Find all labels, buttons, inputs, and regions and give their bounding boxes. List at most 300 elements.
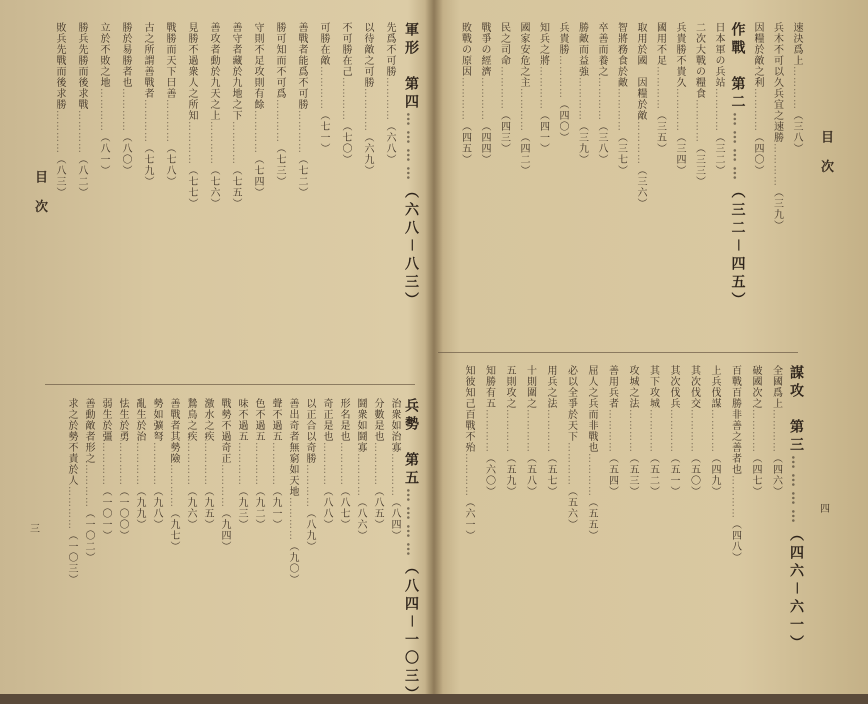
toc-page-number: （一〇〇） xyxy=(117,486,128,541)
toc-entry xyxy=(141,22,153,372)
leader-dots: ………… xyxy=(654,66,666,110)
toc-entry-text: 激水之疾 xyxy=(202,398,213,442)
leader-dots: ………… xyxy=(693,99,705,143)
left-page xyxy=(0,0,430,704)
toc-entry-text: 兵勢 第五 xyxy=(403,398,419,488)
toc-entry xyxy=(576,22,588,340)
toc-entry xyxy=(634,22,646,340)
chapter-heading xyxy=(729,22,746,340)
toc-page-number: （七四） xyxy=(252,154,263,198)
leader-dots: ………… xyxy=(791,66,802,110)
toc-entry-text: 見勝不過衆人之所知 xyxy=(186,22,197,121)
toc-entry-text: 戰爭の經濟 xyxy=(479,22,490,77)
toc-entry xyxy=(337,398,349,668)
toc-entry-text: 知彼知己百戰不殆 xyxy=(463,365,474,453)
toc-entry-text: 治衆如治寡 xyxy=(389,398,400,453)
toc-entry xyxy=(273,22,285,372)
leader-dots: ………… xyxy=(459,77,471,121)
toc-entry xyxy=(295,22,307,372)
toc-entry xyxy=(303,398,315,668)
toc-entry xyxy=(517,22,529,340)
left-page-title: 目 次 xyxy=(32,170,47,219)
chapter-heading xyxy=(403,398,419,704)
toc-entry-text: 其次伐兵 xyxy=(668,365,679,409)
toc-entry-text: 軍形 第四 xyxy=(403,22,419,112)
toc-entry xyxy=(595,22,607,340)
toc-entry-text: 形名是也 xyxy=(338,398,349,442)
right-page xyxy=(438,0,868,694)
toc-page-number: （四一） xyxy=(537,110,549,154)
toc-entry xyxy=(503,365,515,670)
toc-entry-text: 全國爲上 xyxy=(770,365,782,409)
leader-dots: ………… xyxy=(253,442,264,486)
leader-dots: ………… xyxy=(545,409,556,453)
toc-entry xyxy=(163,22,175,372)
toc-entry xyxy=(729,365,741,670)
toc-entry xyxy=(252,398,264,668)
leader-dots: ………… xyxy=(287,497,298,541)
leader-dots: ………… xyxy=(709,409,720,453)
toc-entry-text: 可勝在敵 xyxy=(318,22,329,66)
toc-entry-text: 色不過五 xyxy=(253,398,264,442)
toc-page-number: （三九） xyxy=(576,121,588,165)
toc-page-number: （九〇） xyxy=(287,541,298,585)
toc-page-number: （四五） xyxy=(459,121,471,165)
toc-entry xyxy=(749,365,761,670)
toc-entry xyxy=(459,22,471,340)
toc-entry-text: 亂生於治 xyxy=(134,398,145,442)
toc-entry xyxy=(97,22,109,372)
toc-entry xyxy=(229,22,241,372)
toc-page-number: （五七） xyxy=(545,453,556,497)
toc-page-number: （五八） xyxy=(524,453,536,497)
toc-entry-text: 十則圍之 xyxy=(524,365,536,409)
toc-entry xyxy=(361,22,373,372)
leader-dots: ………… xyxy=(100,442,111,486)
leader-dots: ………… xyxy=(208,121,219,165)
leader-dots: ………… xyxy=(498,66,510,110)
toc-entry-text: 善攻者動於九天之上 xyxy=(208,22,219,121)
toc-page-number: （八八） xyxy=(321,486,332,530)
toc-entry-text: 勝敵而益強 xyxy=(576,22,588,77)
leader-dots: ………… xyxy=(98,88,109,132)
leader-dots: ………… xyxy=(647,409,659,453)
toc-entry-text: 智將務食於敵 xyxy=(615,22,627,88)
leader-dots: ………… xyxy=(296,110,307,154)
toc-entry-text: 上兵伐謀 xyxy=(709,365,720,409)
toc-entry-text: 先爲不可勝 xyxy=(384,22,395,77)
leader-dots: ………… xyxy=(372,442,383,486)
leader-dots: ………… xyxy=(463,453,474,497)
toc-entry xyxy=(383,22,395,372)
toc-entry-text: 其下攻城 xyxy=(647,365,659,409)
toc-page-number: （七六） xyxy=(208,165,219,209)
toc-entry-text: 知勝有五 xyxy=(483,365,495,409)
toc-entry-text: 戰勝而天下曰善 xyxy=(164,22,175,99)
toc-page-number: （八二） xyxy=(76,154,87,198)
toc-page-number: （八一） xyxy=(98,132,109,176)
chapter-heading xyxy=(405,22,417,372)
toc-entry-text: 不可勝在己 xyxy=(340,22,351,77)
leader-dots: ………… xyxy=(186,121,197,165)
toc-page-number: （三三） xyxy=(693,143,705,187)
toc-entry-text: 破國次之 xyxy=(750,365,761,409)
toc-page-number: （七三） xyxy=(274,143,285,187)
toc-entry xyxy=(65,398,77,668)
toc-entry-text: 味不過五 xyxy=(236,398,247,442)
leader-dots: ………… xyxy=(504,409,515,453)
leader-dots: ………… xyxy=(338,442,349,486)
toc-entry-text: 勝兵先勝而後求戰 xyxy=(76,22,87,110)
right-page-number: 四 xyxy=(820,504,830,515)
toc-entry-text: 敗戰の原因 xyxy=(459,22,471,77)
leader-dots: ………… xyxy=(54,110,65,154)
leader-dots: ………… xyxy=(537,66,549,110)
toc-entry xyxy=(606,365,618,670)
toc-entry-text: 速決爲上 xyxy=(791,22,802,66)
toc-entry xyxy=(320,398,332,668)
leader-dots: ………… xyxy=(83,464,94,508)
leader-dots: ………… xyxy=(635,121,646,165)
toc-page-number: （七七） xyxy=(186,165,197,209)
toc-page-number: （四四） xyxy=(479,121,490,165)
toc-entry xyxy=(388,398,400,668)
toc-entry xyxy=(82,398,94,668)
toc-page-number: （八七） xyxy=(338,486,349,530)
toc-page-number: （七八） xyxy=(164,143,175,187)
right-page-divider xyxy=(438,352,798,353)
toc-entry-text: 敗兵先戰而後求勝 xyxy=(54,22,65,110)
toc-entry xyxy=(712,22,724,340)
toc-page-number: （三五） xyxy=(654,110,666,154)
leader-dots: ………… xyxy=(750,409,761,453)
toc-page-number: （一〇一） xyxy=(100,486,111,541)
leader-dots: ………… xyxy=(304,464,315,508)
toc-entry xyxy=(185,22,197,372)
toc-page-number: （八四－一〇三） xyxy=(403,560,419,704)
leader-dots: ………… xyxy=(565,442,577,486)
toc-entry-text: 必以全爭於天下 xyxy=(565,365,577,442)
toc-entry-text: 善守者藏於九地之下 xyxy=(230,22,241,121)
toc-page-number: （四二） xyxy=(518,132,529,176)
toc-entry-text: 兵木不可以久兵宜之速勝 xyxy=(771,22,783,143)
toc-entry xyxy=(75,22,87,372)
leader-dots: ………… xyxy=(668,409,679,453)
leader-dots: ………… xyxy=(403,112,419,184)
toc-page-number: （九八） xyxy=(151,486,162,530)
leader-dots: ………… xyxy=(384,77,395,121)
toc-entry-text: 怯生於勇 xyxy=(117,398,128,442)
toc-entry xyxy=(771,22,783,340)
toc-page-number: （六八） xyxy=(384,121,395,165)
leader-dots: ………… xyxy=(518,88,529,132)
toc-page-number: （六八－八三） xyxy=(403,184,419,310)
toc-entry xyxy=(688,365,700,670)
toc-page-number: （五五） xyxy=(586,497,597,541)
toc-page-number: （七二） xyxy=(296,154,307,198)
leader-dots: ………… xyxy=(66,486,77,530)
toc-entry xyxy=(462,365,474,670)
toc-page-number: （六九） xyxy=(362,132,373,176)
toc-entry-text: 謀攻 第三 xyxy=(788,365,804,455)
toc-page-number: （九六） xyxy=(185,486,196,530)
toc-page-number: （四三） xyxy=(498,110,510,154)
toc-entry xyxy=(565,365,577,670)
toc-entry xyxy=(201,398,213,668)
toc-entry-text: 民之司命 xyxy=(498,22,510,66)
toc-entry xyxy=(626,365,638,670)
toc-entry xyxy=(693,22,705,340)
leader-dots: ………… xyxy=(185,442,196,486)
toc-entry-text: 兵貴勝不貴久 xyxy=(674,22,685,88)
leader-dots: ………… xyxy=(713,88,724,132)
toc-page-number: （四九） xyxy=(709,453,720,497)
toc-page-number: （九三） xyxy=(236,486,247,530)
toc-entry-text: 兵貴勝 xyxy=(557,22,568,55)
toc-entry-text: 善戰者其勢險 xyxy=(168,398,179,464)
toc-entry-text: 攻城之法 xyxy=(627,365,638,409)
leader-dots: ………… xyxy=(674,88,685,132)
toc-page-number: （七九） xyxy=(142,143,153,187)
toc-entry xyxy=(167,398,179,668)
toc-page-number: （三八） xyxy=(791,110,802,154)
leader-dots: ………… xyxy=(524,409,536,453)
toc-entry xyxy=(119,22,131,372)
toc-page-number: （五四） xyxy=(606,453,618,497)
toc-entry-text: 勝可知而不可爲 xyxy=(274,22,285,99)
leader-dots: ………… xyxy=(615,88,627,132)
leader-dots: ………… xyxy=(596,77,607,121)
leader-dots: ………… xyxy=(729,112,746,184)
toc-page-number: （三八） xyxy=(596,121,607,165)
leader-dots: ………… xyxy=(236,442,247,486)
toc-page-number: （九一） xyxy=(270,486,281,530)
leader-dots: ………… xyxy=(340,77,351,121)
toc-entry xyxy=(483,365,495,670)
leader-dots: ………… xyxy=(168,464,179,508)
toc-entry-text: 分數是也 xyxy=(372,398,383,442)
toc-page-number: （九七） xyxy=(168,508,179,552)
toc-entry-text: 立於不敗之地 xyxy=(98,22,109,88)
toc-page-number: （五六） xyxy=(565,486,577,530)
leader-dots: ………… xyxy=(274,99,285,143)
toc-entry-text: 弱生於彊 xyxy=(100,398,111,442)
toc-entry-text: 國用不足 xyxy=(654,22,666,66)
toc-page-number: （四七） xyxy=(750,453,761,497)
toc-entry xyxy=(790,22,802,340)
toc-entry xyxy=(251,22,263,372)
toc-entry xyxy=(354,398,366,668)
toc-page-number: （五〇） xyxy=(688,453,700,497)
leader-dots: ………… xyxy=(770,409,782,453)
left-page-number: 三 xyxy=(30,524,40,535)
toc-entry-text: 聲不過五 xyxy=(270,398,281,442)
toc-entry xyxy=(99,398,111,668)
toc-page-number: （八三） xyxy=(54,154,65,198)
toc-entry-text: 以待敵之可勝 xyxy=(362,22,373,88)
toc-entry-text: 屈人之兵而非戰也 xyxy=(586,365,597,453)
toc-entry xyxy=(53,22,65,372)
toc-entry xyxy=(498,22,510,340)
leader-dots: ………… xyxy=(142,99,153,143)
toc-page-number: （四六） xyxy=(770,453,782,497)
toc-entry xyxy=(116,398,128,668)
toc-entry xyxy=(184,398,196,668)
leader-dots: ………… xyxy=(117,442,128,486)
toc-entry xyxy=(317,22,329,372)
toc-entry-text: 善戰者能爲不可勝 xyxy=(296,22,307,110)
toc-entry xyxy=(770,365,782,670)
leader-dots: ………… xyxy=(606,409,618,453)
toc-entry xyxy=(269,398,281,668)
toc-entry-text: 善出奇者無窮如天地 xyxy=(287,398,298,497)
toc-entry-text: 以正合以奇勝 xyxy=(304,398,315,464)
toc-entry-text: 作戰 第二 xyxy=(729,22,746,112)
toc-page-number: （八五） xyxy=(372,486,383,530)
toc-page-number: （一〇三） xyxy=(66,530,77,585)
leader-dots: ………… xyxy=(403,488,419,560)
toc-page-number: （六一） xyxy=(463,497,474,541)
leader-dots: ………… xyxy=(120,88,131,132)
toc-entry-text: 國家安危之主 xyxy=(518,22,529,88)
toc-entry xyxy=(585,365,597,670)
toc-entry xyxy=(673,22,685,340)
toc-page-number: （三九） xyxy=(771,187,783,231)
toc-entry-text: 鬪衆如鬪寡 xyxy=(355,398,366,453)
right-page-title: 目 次 xyxy=(818,130,833,179)
toc-entry xyxy=(544,365,556,670)
toc-entry xyxy=(524,365,536,670)
toc-page-number: （九九） xyxy=(134,486,145,530)
leader-dots: ………… xyxy=(270,442,281,486)
leader-dots: ………… xyxy=(557,55,568,99)
leader-dots: ………… xyxy=(134,442,145,486)
toc-entry-text: 善動敵者形之 xyxy=(83,398,94,464)
leader-dots: ………… xyxy=(576,77,588,121)
toc-page-number: （三六） xyxy=(635,165,646,209)
toc-page-number: （四八） xyxy=(729,519,741,563)
toc-page-number: （一〇二） xyxy=(83,508,94,563)
toc-entry xyxy=(615,22,627,340)
leader-dots: ………… xyxy=(362,88,373,132)
leader-dots: ………… xyxy=(483,409,495,453)
toc-entry-text: 二次大戰の糧食 xyxy=(693,22,705,99)
left-page-divider xyxy=(45,384,415,385)
toc-page-number: （八六） xyxy=(355,497,366,541)
toc-page-number: （七一） xyxy=(318,110,329,154)
leader-dots: ………… xyxy=(202,442,213,486)
toc-page-number: （七〇） xyxy=(340,121,351,165)
toc-entry xyxy=(708,365,720,670)
leader-dots: ………… xyxy=(321,442,332,486)
toc-entry xyxy=(647,365,659,670)
chapter-heading xyxy=(790,365,802,670)
toc-entry-text: 取用於國 因糧於敵 xyxy=(635,22,646,121)
toc-entry-text: 知兵之將 xyxy=(537,22,549,66)
toc-entry-text: 守則不足攻則有餘 xyxy=(252,22,263,110)
toc-page-number: （三七） xyxy=(615,132,627,176)
leader-dots: ………… xyxy=(252,110,263,154)
toc-page-number: （六〇） xyxy=(483,453,495,497)
toc-entry-text: 五則攻之 xyxy=(504,365,515,409)
toc-page-number: （三二－四五） xyxy=(729,184,746,310)
leader-dots: ………… xyxy=(771,143,783,187)
toc-page-number: （八九） xyxy=(304,508,315,552)
toc-page-number: （九二） xyxy=(253,486,264,530)
toc-entry xyxy=(150,398,162,668)
leader-dots: ………… xyxy=(355,453,366,497)
toc-entry-text: 善用兵者 xyxy=(606,365,618,409)
toc-entry-text: 戰勢不過奇正 xyxy=(219,398,230,464)
toc-page-number: （五九） xyxy=(504,453,515,497)
leader-dots: ………… xyxy=(164,99,175,143)
toc-page-number: （九五） xyxy=(202,486,213,530)
toc-entry-text: 卒善而養之 xyxy=(596,22,607,77)
leader-dots: ………… xyxy=(230,121,241,165)
toc-page-number: （五二） xyxy=(647,453,659,497)
toc-entry-text: 勝於易勝者也 xyxy=(120,22,131,88)
leader-dots: ………… xyxy=(688,409,700,453)
toc-page-number: （九四） xyxy=(219,508,230,552)
toc-entry-text: 用兵之法 xyxy=(545,365,556,409)
toc-page-number: （三四） xyxy=(674,132,685,176)
toc-entry xyxy=(556,22,568,340)
toc-entry-text: 奇正是也 xyxy=(321,398,332,442)
toc-entry-text: 百戰百勝非善之善者也 xyxy=(729,365,741,475)
toc-page-number: （四六－六一） xyxy=(788,527,804,653)
toc-entry xyxy=(286,398,298,668)
toc-entry xyxy=(218,398,230,668)
leader-dots: ………… xyxy=(586,453,597,497)
toc-entry xyxy=(207,22,219,372)
toc-page-number: （五一） xyxy=(668,453,679,497)
toc-entry xyxy=(339,22,351,372)
toc-entry-text: 因糧於敵之利 xyxy=(752,22,763,88)
leader-dots: ………… xyxy=(788,455,804,527)
toc-page-number: （四〇） xyxy=(557,99,568,143)
leader-dots: ………… xyxy=(627,409,638,453)
toc-page-number: （七五） xyxy=(230,165,241,209)
toc-entry xyxy=(751,22,763,340)
leader-dots: ………… xyxy=(479,77,490,121)
toc-entry-text: 鷙鳥之疾 xyxy=(185,398,196,442)
toc-entry-text: 日本軍の兵站 xyxy=(713,22,724,88)
toc-entry xyxy=(537,22,549,340)
toc-entry-text: 古之所謂善戰者 xyxy=(142,22,153,99)
toc-entry xyxy=(133,398,145,668)
leader-dots: ………… xyxy=(76,110,87,154)
toc-page-number: （八〇） xyxy=(120,132,131,176)
toc-entry-text: 勢如彍弩 xyxy=(151,398,162,442)
toc-entry xyxy=(478,22,490,340)
toc-entry xyxy=(371,398,383,668)
toc-entry-text: 求之於勢不責於人 xyxy=(66,398,77,486)
toc-page-number: （四〇） xyxy=(752,132,763,176)
toc-entry xyxy=(654,22,666,340)
toc-page-number: （五三） xyxy=(627,453,638,497)
toc-page-number: （八四） xyxy=(389,497,400,541)
toc-entry xyxy=(235,398,247,668)
toc-page-number: （三二） xyxy=(713,132,724,176)
leader-dots: ………… xyxy=(151,442,162,486)
leader-dots: ………… xyxy=(318,66,329,110)
leader-dots: ………… xyxy=(219,464,230,508)
leader-dots: ………… xyxy=(389,453,400,497)
leader-dots: ………… xyxy=(729,475,741,519)
toc-entry xyxy=(667,365,679,670)
leader-dots: ………… xyxy=(752,88,763,132)
toc-entry-text: 其次伐交 xyxy=(688,365,700,409)
